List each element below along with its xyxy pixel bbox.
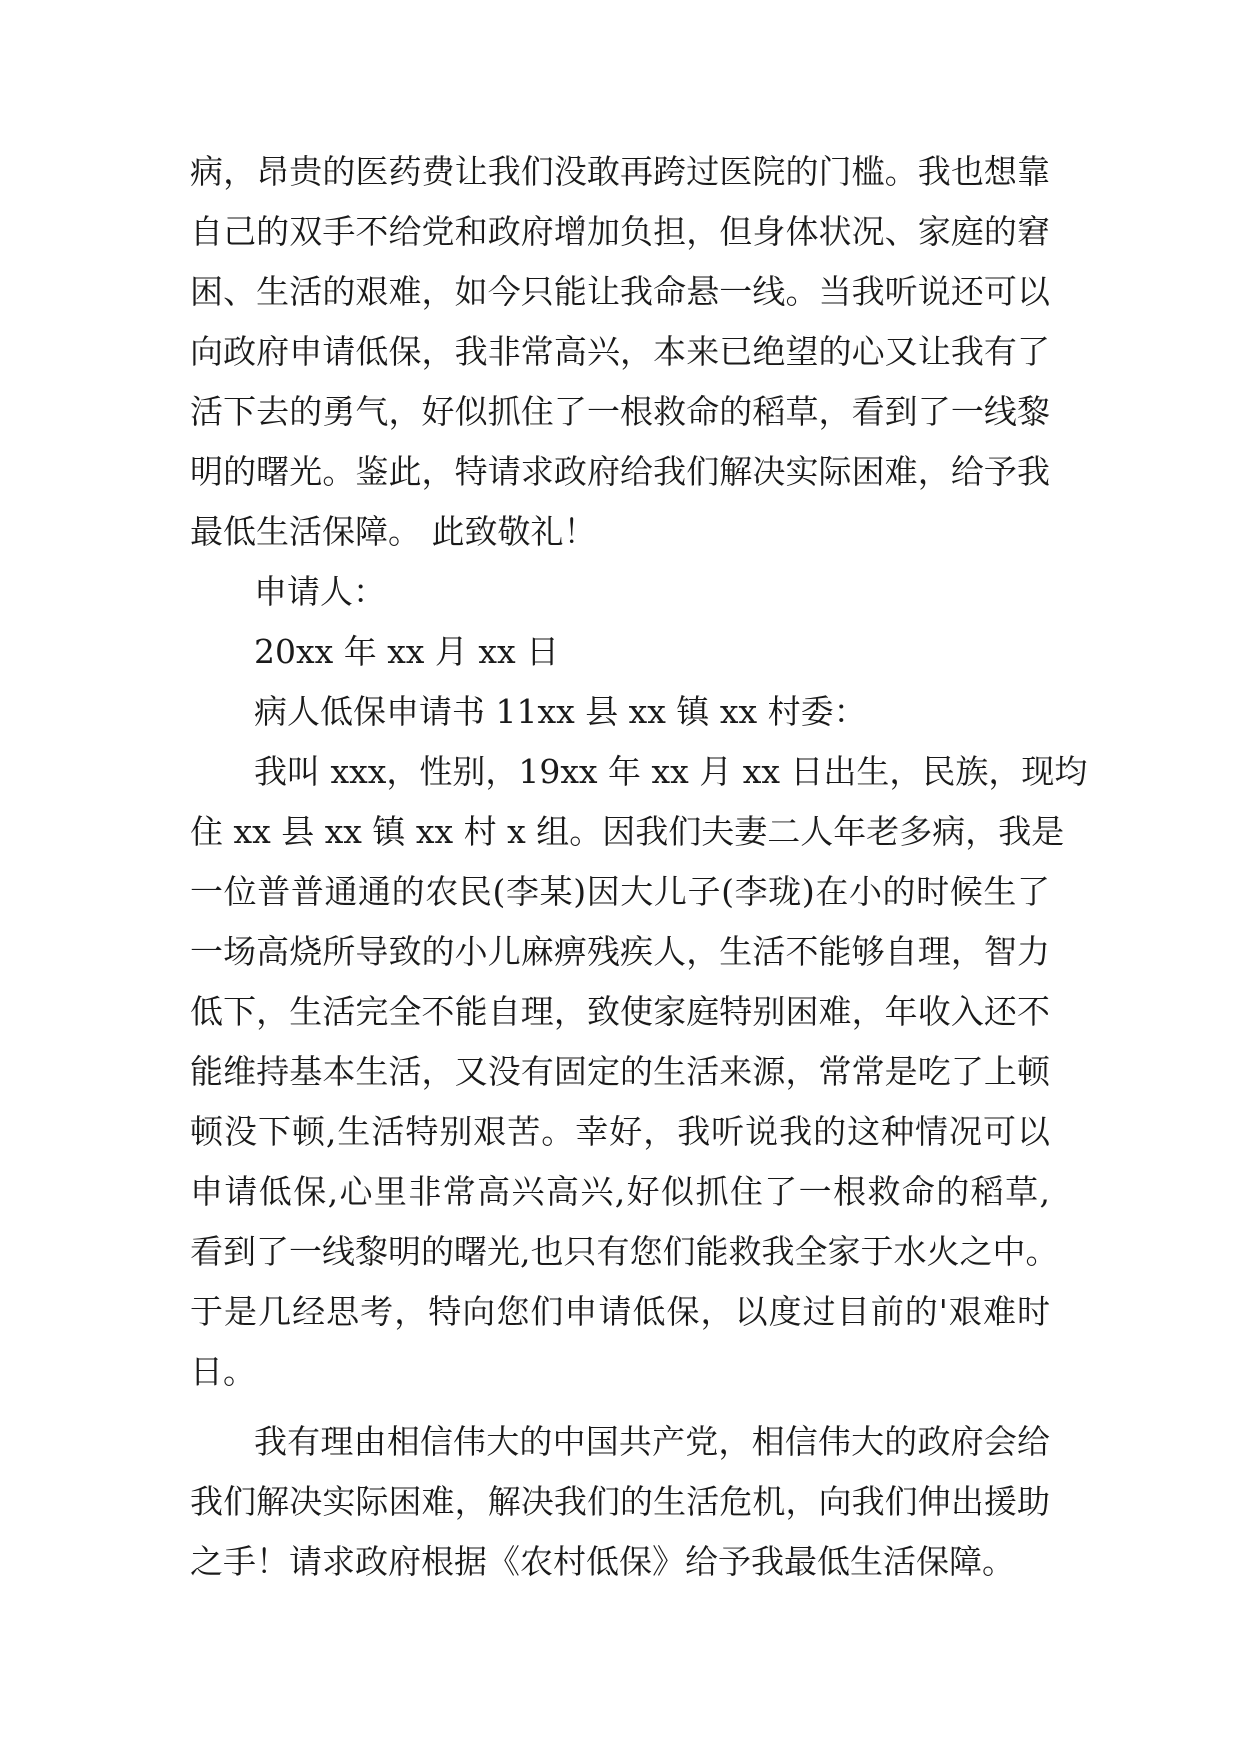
para1-line-7: 最低生活保障。 此致敬礼！ <box>190 512 597 551</box>
para2-line-2: 住 xx 县 xx 镇 xx 村 x 组。因我们夫妻二人年老多病，我是 <box>190 812 1065 851</box>
para3-line-3: 之手！请求政府根据《农村低保》给予我最低生活保障。 <box>190 1542 1015 1581</box>
para2-line-11: 日。 <box>190 1352 256 1391</box>
applicant-label: 申请人： <box>254 572 386 611</box>
para3-line-1: 我有理由相信伟大的中国共产党，相信伟大的政府会给 <box>254 1422 1050 1461</box>
para1-line-6: 明的曙光。鉴此，特请求政府给我们解决实际困难，给予我 <box>190 452 1050 491</box>
para2-line-9: 看到了一线黎明的曙光,也只有您们能救我全家于水火之中。 <box>190 1232 1059 1271</box>
para1-line-2: 自己的双手不给党和政府增加负担，但身体状况、家庭的窘 <box>190 212 1050 251</box>
para2-line-3: 一位普普通通的农民(李某)因大儿子(李珑)在小的时候生了 <box>190 872 1050 911</box>
para3-line-2: 我们解决实际困难，解决我们的生活危机，向我们伸出援助 <box>190 1482 1050 1521</box>
para2-line-4: 一场高烧所导致的小儿麻痹残疾人，生活不能够自理，智力 <box>190 932 1050 971</box>
para2-line-6: 能维持基本生活，又没有固定的生活来源，常常是吃了上顿 <box>190 1052 1050 1091</box>
para2-line-1: 我叫 xxx，性别，19xx 年 xx 月 xx 日出生，民族，现均 <box>254 752 1088 791</box>
para1-line-1: 病，昂贵的医药费让我们没敢再跨过医院的门槛。我也想靠 <box>190 152 1050 191</box>
second-heading: 病人低保申请书 11xx 县 xx 镇 xx 村委： <box>254 692 867 731</box>
para2-line-5: 低下，生活完全不能自理，致使家庭特别困难，年收入还不 <box>190 992 1050 1031</box>
para2-line-7: 顿没下顿,生活特别艰苦。幸好，我听说我的这种情况可以 <box>190 1112 1050 1151</box>
date-line: 20xx 年 xx 月 xx 日 <box>254 632 560 671</box>
para2-line-10: 于是几经思考，特向您们申请低保，以度过目前的'艰难时 <box>190 1292 1050 1331</box>
para1-line-5: 活下去的勇气，好似抓住了一根救命的稻草，看到了一线黎 <box>190 392 1050 431</box>
para1-line-3: 困、生活的艰难，如今只能让我命悬一线。当我听说还可以 <box>190 272 1050 311</box>
para2-line-8: 申请低保,心里非常高兴高兴,好似抓住了一根救命的稻草, <box>190 1172 1050 1211</box>
para1-line-4: 向政府申请低保，我非常高兴，本来已绝望的心又让我有了 <box>190 332 1050 371</box>
